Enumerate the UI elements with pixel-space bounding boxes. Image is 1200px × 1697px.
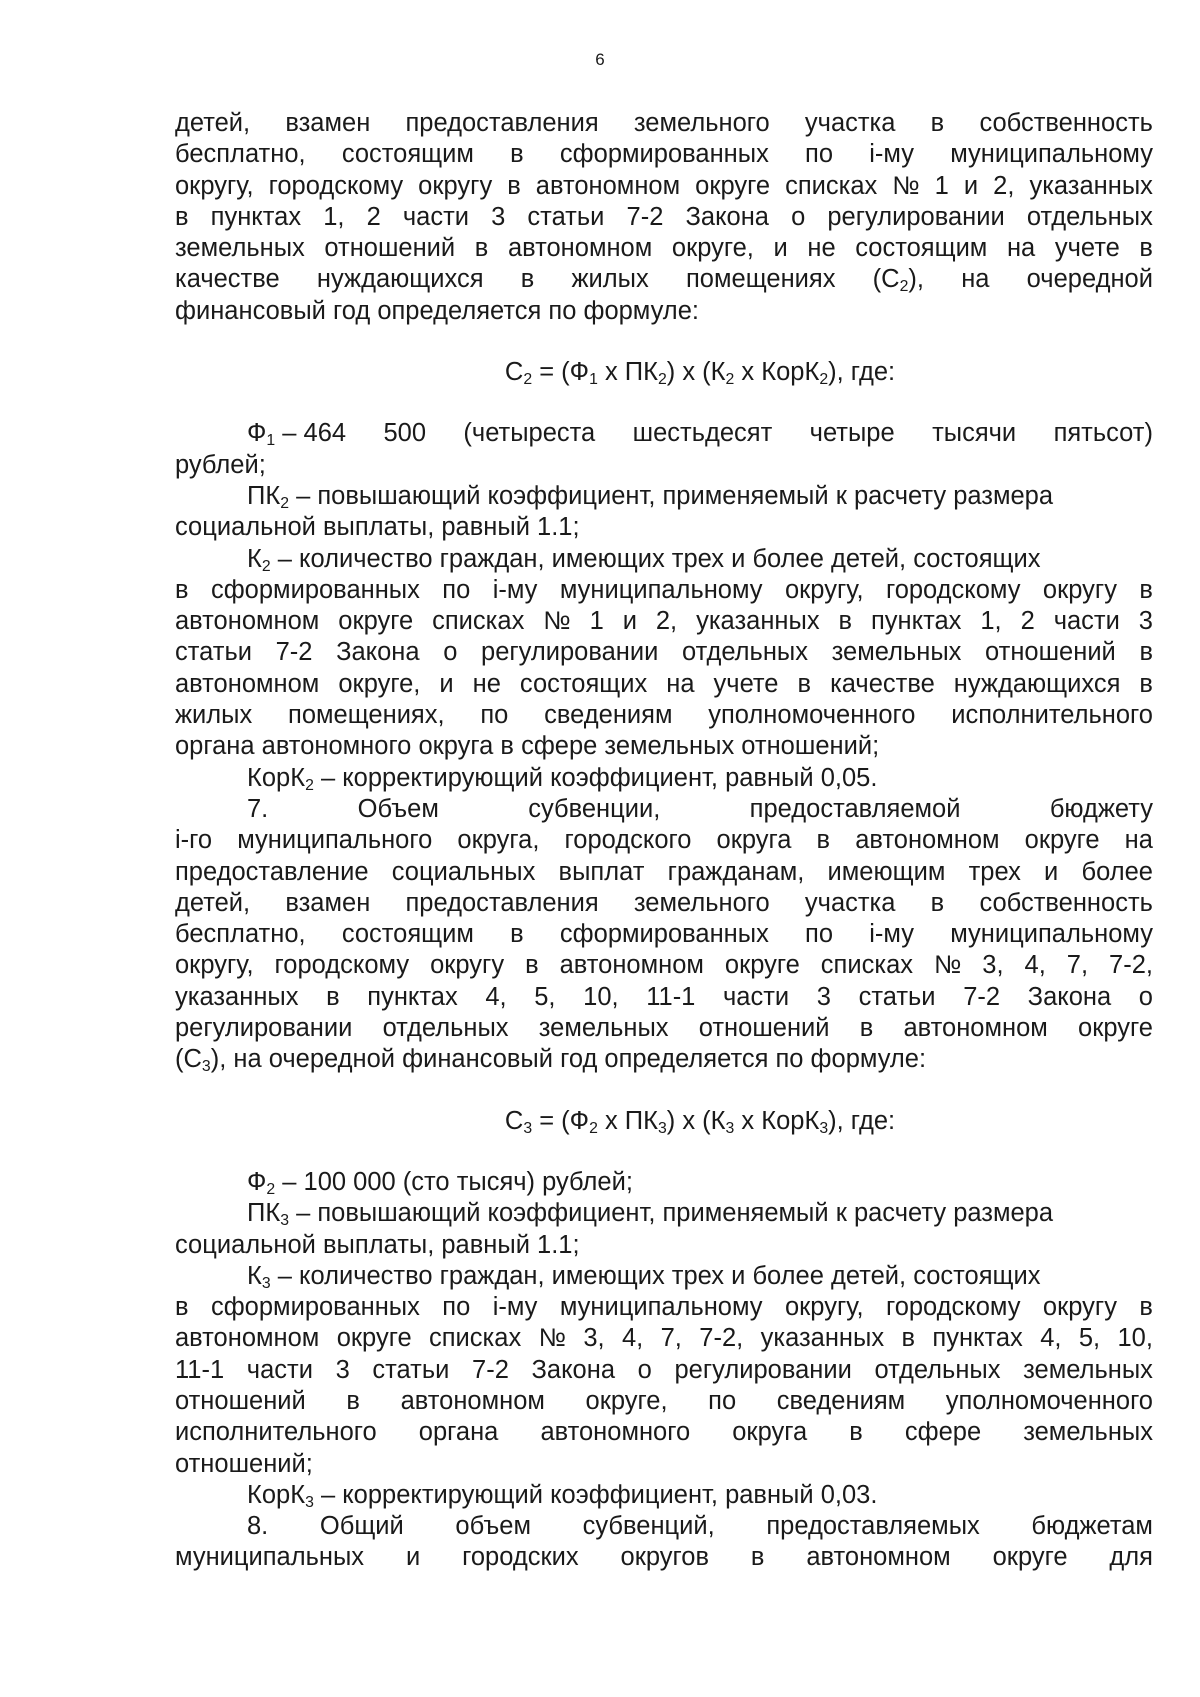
word: гражданам, [667, 857, 805, 886]
word: сфере [904, 1418, 982, 1447]
word: i-му [869, 920, 914, 949]
word: округу [430, 951, 505, 980]
word: пунктах [932, 1324, 1023, 1353]
word: отношений [324, 234, 456, 263]
word: нуждающихся [316, 265, 484, 294]
word: округе [1024, 826, 1100, 855]
word: жилых [571, 265, 649, 294]
text-line [175, 857, 1153, 888]
text-line: КорК$_3$ – корректирующий коэффициент, равный 0,03. [247, 1480, 878, 1511]
word: отдельных [1026, 202, 1153, 231]
word: Общий [319, 1512, 404, 1541]
word: списках [785, 171, 878, 200]
text-line [175, 950, 1153, 981]
word: автономного [540, 1418, 691, 1447]
word: в [510, 920, 524, 949]
word: округе [336, 1324, 412, 1353]
word: по [442, 1293, 471, 1322]
word: и [622, 607, 637, 636]
word: 8. [247, 1512, 269, 1541]
text-line [175, 264, 1153, 295]
word: 5, [1078, 1324, 1101, 1353]
word: 1 [934, 171, 949, 200]
text-line [175, 919, 1153, 950]
word: о [1138, 982, 1153, 1011]
text-line [175, 606, 1153, 637]
word: 2 [366, 202, 381, 231]
word: городскому [885, 575, 1021, 604]
word: участка [804, 109, 896, 137]
text-line [175, 669, 1153, 700]
word: детей, [175, 888, 251, 917]
word: земельных [1023, 1355, 1153, 1384]
word: предоставления [405, 888, 599, 917]
word: округе [1078, 1014, 1153, 1043]
text-line [175, 982, 1153, 1013]
word: в [1139, 575, 1153, 604]
word: учете [1054, 234, 1120, 263]
word: и [773, 234, 788, 263]
text-line: социальной выплаты, равный 1.1; [175, 1230, 580, 1259]
text-line: $К_2$ – количество граждан, имеющих трех и более детей, состоящих [247, 544, 1041, 575]
word: части [402, 202, 470, 231]
word: уполномоченного [945, 1386, 1153, 1415]
word: сведениям [776, 1386, 906, 1415]
word: в [1139, 669, 1153, 698]
word: на [1006, 234, 1036, 263]
word: 11-1 [646, 982, 696, 1011]
word: в [750, 1543, 765, 1572]
word: 7-2 [963, 982, 1001, 1011]
text-line: рублей; [175, 450, 266, 479]
word: 2, [993, 171, 1015, 200]
word: отдельных [874, 1355, 1001, 1384]
word: i-го [175, 826, 213, 855]
word: 10, [1117, 1324, 1153, 1353]
word: сведениям [544, 701, 673, 730]
word: выплат [558, 857, 645, 886]
word: в [1139, 1293, 1153, 1322]
word: земельных [831, 638, 962, 667]
word: уполномоченного [708, 701, 916, 730]
word: исполнительного [951, 701, 1153, 730]
text-line [175, 171, 1153, 202]
word: округу [418, 171, 493, 200]
word: по [442, 575, 471, 604]
word: земельного [633, 888, 770, 917]
word: округу, [784, 575, 864, 604]
word: округе, [585, 1386, 668, 1415]
word: бюджету [1049, 794, 1153, 823]
word: части [1053, 607, 1120, 636]
word: Закона [336, 638, 420, 667]
word: автономном [855, 826, 1000, 855]
word: пятьсот) [1053, 419, 1153, 448]
formula-c2: $С_2 = (Ф_1$ х $ПК_2$) х ($К_2$ х КорК$_2$), где: [504, 358, 896, 389]
word: автономном [535, 171, 681, 200]
word: 7-2 [472, 1355, 509, 1384]
word: на [666, 669, 695, 698]
word: округе [338, 607, 414, 636]
word: 3 [1138, 607, 1153, 636]
word: автономном [806, 1543, 951, 1572]
word: указанных [1029, 171, 1153, 200]
word: в [326, 982, 340, 1011]
word: городскому [268, 171, 404, 200]
word: в [507, 171, 521, 200]
word: учете [713, 669, 779, 698]
word: округу, [784, 1293, 864, 1322]
text-line: финансовый год определяется по формуле: [175, 296, 699, 325]
word: нуждающихся [953, 669, 1121, 698]
word: муниципальному [950, 920, 1153, 949]
word: земельных [1023, 1418, 1153, 1447]
word: i-му [869, 140, 914, 169]
word: 7-2, [1109, 951, 1153, 980]
word: городскому [274, 951, 410, 980]
word: № [892, 171, 920, 200]
word: регулировании [175, 1014, 353, 1043]
word: в [510, 140, 524, 169]
text-line [175, 575, 1153, 606]
word: № [933, 951, 962, 980]
word: в [816, 826, 831, 855]
word: четыре [809, 419, 895, 448]
word: земельных [175, 234, 305, 263]
word: городских [462, 1543, 579, 1572]
word: округу [1042, 575, 1117, 604]
word: 5, [534, 982, 556, 1011]
word: помещениях, [288, 701, 445, 730]
word: Объем [357, 794, 439, 823]
word: муниципальному [950, 140, 1153, 169]
word: i-му [492, 1293, 538, 1322]
text-line [175, 637, 1153, 668]
word: 3, [583, 1324, 605, 1353]
word: взамен [285, 888, 371, 917]
word: в [1139, 638, 1153, 667]
word: 7-2 [626, 202, 664, 231]
word: 1, [323, 202, 345, 231]
word: отдельных [682, 638, 808, 667]
text-line [175, 1417, 1153, 1448]
word: более [1081, 857, 1153, 886]
word: автономном [559, 951, 704, 980]
word: бесплатно, [175, 920, 306, 949]
word: в [175, 202, 189, 231]
word: 3, [982, 951, 1004, 980]
word: муниципальных [175, 1543, 365, 1572]
word: муниципальному [559, 575, 763, 604]
word: состоящих [519, 669, 648, 698]
word: в [520, 265, 535, 294]
word: о [791, 202, 806, 231]
word: тысячи [932, 419, 1017, 448]
word: списках [429, 1324, 522, 1353]
text-line [175, 825, 1153, 856]
word: списках [820, 951, 913, 980]
word: Закона [685, 202, 769, 231]
word: указанных [175, 982, 299, 1011]
word: исполнительного [175, 1418, 377, 1447]
word: пунктах [871, 607, 962, 636]
word: 2 [1020, 607, 1035, 636]
word: и [405, 1543, 421, 1572]
word: качестве [830, 669, 935, 698]
word: статьи [175, 638, 252, 667]
word: 1 [589, 607, 604, 636]
word: автономном [175, 669, 320, 698]
word: округа [732, 1418, 808, 1447]
word: по [708, 1386, 737, 1415]
text-line [175, 108, 1153, 139]
text-fragment: $(С_2)$, [872, 265, 924, 296]
word: городского [564, 826, 692, 855]
word: городскому [885, 1293, 1021, 1322]
word: в [175, 575, 189, 604]
word: состоящим [341, 920, 474, 949]
text-line [175, 1542, 1153, 1573]
word: отношений [698, 1014, 830, 1043]
word: округе [992, 1543, 1068, 1572]
text-line: $ПК_3$ – повышающий коэффициент, применяемый к расчету размера [247, 1199, 1054, 1230]
text-line: $(С_3)$, на очередной финансовый год определяется по формуле: [175, 1045, 927, 1076]
word: автономном [175, 1324, 320, 1353]
word: в [838, 607, 853, 636]
word: в [859, 1014, 874, 1043]
word: о [637, 1355, 652, 1384]
word: 1, [980, 607, 1002, 636]
text-line [175, 1386, 1153, 1417]
word: не [807, 234, 836, 263]
word: социальных [391, 857, 536, 886]
word: предоставляемых [766, 1512, 980, 1541]
document-body [175, 108, 1153, 1574]
page-number: 6 [595, 50, 605, 69]
word: качестве [175, 265, 280, 294]
text-line: социальной выплаты, равный 1.1; [175, 513, 580, 542]
word: участка [804, 888, 896, 917]
word: сформированных [559, 140, 769, 169]
word: 4, [621, 1324, 644, 1353]
word: органа [418, 1418, 499, 1447]
word: отношений [985, 638, 1116, 667]
word: для [1109, 1543, 1153, 1572]
word: на [961, 265, 990, 294]
word: пунктах [210, 202, 302, 231]
word: и [963, 171, 979, 200]
word: округе [695, 171, 771, 200]
word: пунктах [367, 982, 458, 1011]
word: трех [968, 857, 1021, 886]
word: бюджетам [1031, 1512, 1153, 1541]
word: 7, [1066, 951, 1089, 980]
text-line: КорК$_2$ – корректирующий коэффициент, равный 0,05. [247, 763, 878, 794]
word: 3 [491, 202, 506, 231]
word: имеющим [827, 857, 946, 886]
word: в [1139, 234, 1153, 263]
word: состоящим [855, 234, 988, 263]
word: (четыреста [463, 419, 596, 448]
word: округа, [457, 826, 540, 855]
text-line [175, 1323, 1153, 1354]
word: и [439, 669, 454, 698]
word: i-му [492, 575, 538, 604]
word: в [901, 1324, 916, 1353]
word: субвенций, [582, 1512, 715, 1541]
word: регулировании [674, 1355, 852, 1384]
word: сформированных [559, 920, 769, 949]
word: субвенции, [528, 794, 661, 823]
word: регулировании [481, 638, 659, 667]
word: в [930, 109, 945, 137]
word: предоставления [405, 109, 599, 137]
word: не [472, 669, 501, 698]
word: округов [620, 1543, 709, 1572]
word: в [474, 234, 489, 263]
word: статьи [858, 982, 936, 1011]
word: отношений [175, 1386, 306, 1415]
word: отдельных [382, 1014, 509, 1043]
word: очередной [1026, 265, 1153, 294]
word: сформированных [210, 1293, 420, 1322]
word: округу [1042, 1293, 1117, 1322]
word: по [480, 701, 509, 730]
word: 7, [660, 1324, 682, 1353]
word: указанных [696, 607, 820, 636]
word: округе [724, 951, 800, 980]
text-line [175, 1355, 1153, 1386]
word: объем [455, 1512, 532, 1541]
word: округу, [175, 951, 254, 980]
text-line: $К_3$ – количество граждан, имеющих трех и более детей, состоящих [247, 1261, 1041, 1292]
text-line [175, 233, 1153, 264]
word: бесплатно, [175, 140, 306, 169]
word: части [723, 982, 790, 1011]
word: 4, [1040, 1324, 1062, 1353]
word: автономном [400, 1386, 545, 1415]
word: на [1124, 826, 1153, 855]
word: земельных [538, 1014, 669, 1043]
text-line [175, 1292, 1153, 1323]
word: статьи [527, 202, 605, 231]
word: муниципального [237, 826, 433, 855]
word: шестьдесят [632, 419, 773, 448]
word: собственность [979, 888, 1153, 917]
word: жилых [175, 701, 253, 730]
word: № [538, 1324, 566, 1353]
word: 4, [485, 982, 507, 1011]
word: в [849, 1418, 863, 1447]
word: 10, [583, 982, 619, 1011]
text-line [175, 139, 1153, 170]
word: Закона [531, 1355, 616, 1384]
word: автономном [507, 234, 653, 263]
text-line [175, 418, 1153, 449]
word: 7-2, [699, 1324, 744, 1353]
word: 7. [247, 794, 269, 823]
word: собственность [979, 109, 1153, 137]
word: списках [432, 607, 525, 636]
word: округу, [175, 171, 254, 200]
word: 2, [655, 607, 678, 636]
text-line: отношений; [175, 1449, 313, 1478]
text-line: $Ф_2 - 100$ 000 (сто тысяч) рублей; [247, 1167, 633, 1198]
word: предоставление [175, 857, 369, 886]
text-line [175, 888, 1153, 919]
text-line: органа автономного округа в сфере земельных отношений; [175, 732, 880, 761]
word: 500 [383, 419, 427, 448]
word: статьи [372, 1355, 450, 1384]
text-line: $ПК_2$ – повышающий коэффициент, применяемый к расчету размера [247, 481, 1054, 512]
word: детей, [175, 109, 251, 137]
word: округе, [671, 234, 754, 263]
word: округа [716, 826, 792, 855]
word: 4, [1024, 951, 1046, 980]
word: сформированных [210, 575, 420, 604]
word: помещениях [685, 265, 836, 294]
text-line [175, 794, 1153, 825]
word: в [175, 1293, 189, 1322]
word: Закона [1027, 982, 1112, 1011]
word: по [805, 140, 834, 169]
word: части [246, 1355, 313, 1384]
word: в [525, 951, 539, 980]
word: о [443, 638, 458, 667]
word: 7-2 [275, 638, 313, 667]
word: земельного [633, 109, 770, 137]
word: автономном [175, 607, 320, 636]
word: в [346, 1386, 360, 1415]
text-line [175, 700, 1153, 731]
word: 11-1 [175, 1355, 225, 1384]
word: 3 [335, 1355, 350, 1384]
word: состоящим [341, 140, 474, 169]
word: по [805, 920, 834, 949]
text-line [175, 202, 1153, 233]
word: регулировании [827, 202, 1005, 231]
word: № [543, 607, 571, 636]
word: автономном [903, 1014, 1048, 1043]
word: в [797, 669, 812, 698]
word: 3 [816, 982, 831, 1011]
text-line [175, 1511, 1153, 1542]
word: муниципальному [559, 1293, 763, 1322]
text-line [175, 1013, 1153, 1044]
word: предоставляемой [749, 794, 961, 823]
word: указанных [760, 1324, 885, 1353]
word: в [930, 888, 945, 917]
word: и [1044, 857, 1059, 886]
text-fragment: $Ф_1 - 464$ [247, 419, 347, 450]
word: округе, [338, 669, 421, 698]
word: взамен [285, 109, 371, 137]
formula-c3: $С_3 = (Ф_2$ х $ПК_3$) х ($К_3$ х КорК$_3$), где: [504, 1106, 896, 1137]
